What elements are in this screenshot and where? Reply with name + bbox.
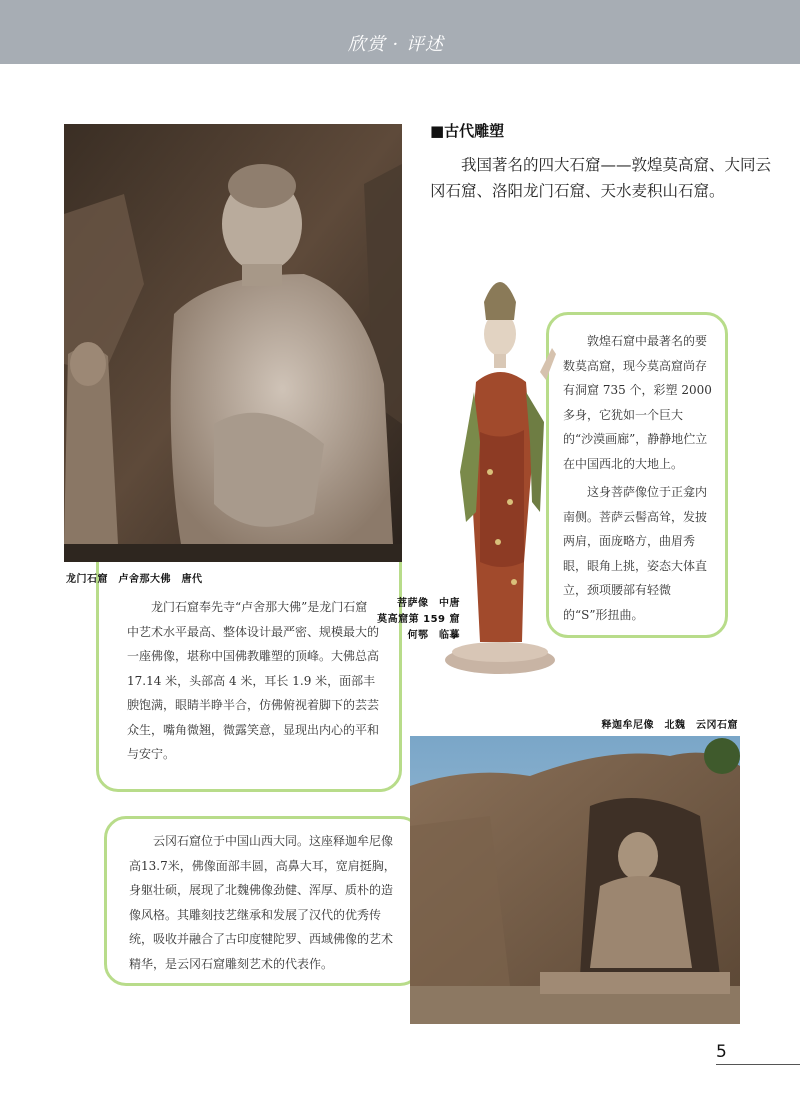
yungang-caption: 释迦牟尼像 北魏 云冈石窟: [601, 720, 738, 731]
bodhisattva-caption-line-2: 莫高窟第 159 窟: [377, 614, 460, 625]
longmen-buddha-photo: [64, 124, 402, 562]
section-intro: 我国著名的四大石窟——敦煌莫高窟、大同云冈石窟、洛阳龙门石窟、天水麦积山石窟。: [430, 156, 772, 200]
bodhisattva-caption-line-3: 何鄂 临摹: [407, 630, 460, 641]
page-number-rule: [716, 1064, 800, 1065]
longmen-caption: 龙门石窟 卢舍那大佛 唐代: [66, 574, 203, 585]
header-title: 欣赏 · 评述: [347, 34, 444, 55]
yungang-paragraph: 云冈石窟位于中国山西大同。这座释迦牟尼像高13.7米，佛像面部丰圆，高鼻大耳，宽肩挺胸，身躯壮硕，展现了北魏佛像劲健、浑厚、质朴的造像风格。其雕刻技艺继承和发展了汉代的优秀传统，吸收并融合了古印度犍陀罗、西域佛像的艺术精华，是云冈石窟雕刻艺术的代表作。: [129, 834, 396, 971]
page-number: 5: [716, 1042, 727, 1062]
dunhuang-text-box: [546, 312, 728, 638]
longmen-paragraph: 龙门石窟奉先寺“卢舍那大佛”是龙门石窟中艺术水平最高、整体设计最严密、规模最大的一座佛像，堪称中国佛教雕塑的顶峰。大佛总高 17.14 米，头部高 4 米，耳长 1.9 米，面部丰腴饱满，眼睛半睁半合，仿佛俯视着脚下的芸芸众生，嘴角微翘，微露笑意，显现出内心的平和与安宁。: [127, 600, 380, 761]
bodhisattva-caption-line-1: 菩萨像 中唐: [397, 598, 460, 609]
yungang-buddha-photo: [410, 736, 740, 1024]
yungang-text-box: [104, 816, 422, 986]
dunhuang-paragraph-1: 敦煌石窟中最著名的要数莫高窟，现今莫高窟尚存有洞窟 735 个，彩塑 2000 多身，它犹如一个巨大的“沙漠画廊”，静静地伫立在中国西北的大地上。: [563, 334, 712, 471]
bodhisattva-caption: [377, 596, 460, 644]
dunhuang-paragraph-2: 这身菩萨像位于正龛内南侧。菩萨云髻高耸，发披两肩，面庞略方，曲眉秀眼，眼角上挑，姿态大体直立，颈项腰部有轻微的“S”形扭曲。: [563, 485, 708, 622]
section-heading: ■古代雕塑: [430, 122, 505, 140]
